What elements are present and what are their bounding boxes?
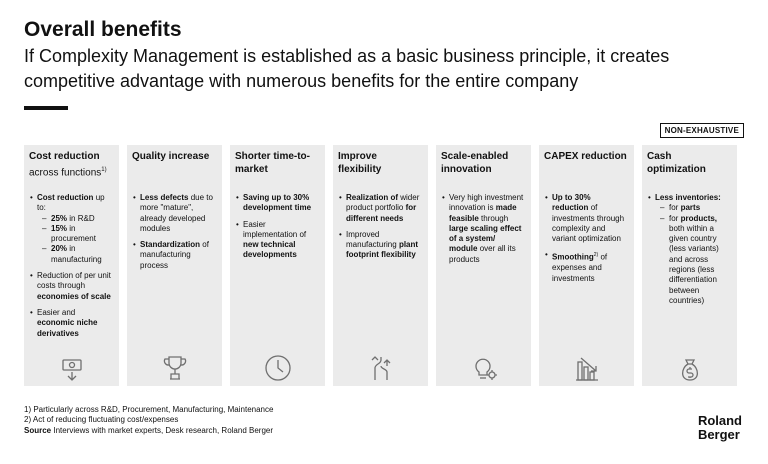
benefit-card-cash bbox=[642, 145, 737, 386]
bullet: • Less inventories: – for parts – for products, both within a given country (less variants) and across regions (less differentiation between countries) bbox=[647, 193, 731, 306]
clock-icon bbox=[264, 354, 292, 382]
sub-bullet: – for parts bbox=[655, 203, 731, 213]
bullet: • Reduction of per unit costs through economies of scale bbox=[29, 271, 113, 302]
bullet: • Less defects due to more "mature", already developed modules bbox=[132, 193, 216, 234]
page-title: Overall benefits bbox=[24, 18, 182, 41]
banknote-down-icon bbox=[58, 354, 86, 382]
sub-bullet: – for products, both within a given country (less variants) and across regions (less differentiation between countries) bbox=[655, 214, 731, 307]
card-heading: Quality increase bbox=[132, 151, 210, 162]
card-heading: Cost reduction across functions$^{1)}$ bbox=[29, 151, 107, 178]
source-line: Source Interviews with market experts, Desk research, Roland Berger bbox=[24, 425, 273, 435]
sub-bullet: – 20% in manufacturing bbox=[37, 244, 113, 265]
page-subtitle: If Complexity Management is established as a basic business principle, it creates competitive advantage with numerous benefits for the entire company bbox=[24, 46, 670, 91]
bullet: • Smoothing$^{2)}$ of expenses and investments bbox=[544, 250, 628, 284]
benefit-card-flexibility bbox=[333, 145, 428, 386]
card-heading: Scale-enabled innovation bbox=[441, 151, 509, 175]
bullet: • Saving up to 30% development time bbox=[235, 193, 319, 214]
footnote-1: 1) Particularly across R&D, Procurement, Manufacturing, Maintenance bbox=[24, 405, 274, 414]
flexible-arrows-icon bbox=[367, 354, 395, 382]
card-heading: Cash optimization bbox=[647, 151, 706, 175]
bullet: • Easier and economic niche derivatives bbox=[29, 308, 113, 339]
card-body bbox=[338, 193, 422, 261]
card-heading: Shorter time-to-market bbox=[235, 151, 310, 175]
bullet: • Realization of wider product portfolio for different needs bbox=[338, 193, 422, 224]
benefit-card-capex bbox=[539, 145, 634, 386]
bullet: • Cost reduction up to: – 25% in R&D – 15% in procurement – 20% in manufacturing bbox=[29, 193, 113, 265]
card-heading: CAPEX reduction bbox=[544, 151, 627, 162]
card-body bbox=[29, 193, 113, 339]
sub-bullet: – 15% in procurement bbox=[37, 224, 113, 245]
trophy-icon bbox=[161, 354, 189, 382]
card-body bbox=[132, 193, 216, 271]
title-rule bbox=[24, 106, 68, 110]
non-exhaustive-badge: NON-EXHAUSTIVE bbox=[660, 123, 744, 138]
card-body bbox=[441, 193, 525, 265]
roland-berger-logo: Roland Berger bbox=[697, 413, 742, 442]
card-body bbox=[544, 193, 628, 284]
bullet: • Up to 30% reduction of investments through complexity and variant optimization bbox=[544, 193, 628, 244]
bullet: • Easier implementation of new technical developments bbox=[235, 220, 319, 261]
footnotes bbox=[24, 405, 273, 436]
bar-chart-down-icon bbox=[573, 354, 601, 382]
benefit-card-time-to-market bbox=[230, 145, 325, 386]
benefit-card-quality bbox=[127, 145, 222, 386]
card-body bbox=[235, 193, 319, 261]
lightbulb-gear-icon bbox=[470, 354, 498, 382]
benefit-card-innovation bbox=[436, 145, 531, 386]
bullet: • Standardization of manufacturing process bbox=[132, 240, 216, 271]
bullet: • Improved manufacturing plant footprint flexibility bbox=[338, 230, 422, 261]
money-bag-icon bbox=[676, 354, 704, 382]
card-heading: Improve flexibility bbox=[338, 151, 382, 175]
footnote-2: 2) Act of reducing fluctuating cost/expenses bbox=[24, 415, 179, 425]
benefit-card-cost-reduction bbox=[24, 145, 119, 386]
sub-bullet: – 25% in R&D bbox=[37, 214, 113, 224]
card-body bbox=[647, 193, 731, 306]
bullet: • Very high investment innovation is made feasible through large scaling effect of a system/ module over all its products bbox=[441, 193, 525, 265]
